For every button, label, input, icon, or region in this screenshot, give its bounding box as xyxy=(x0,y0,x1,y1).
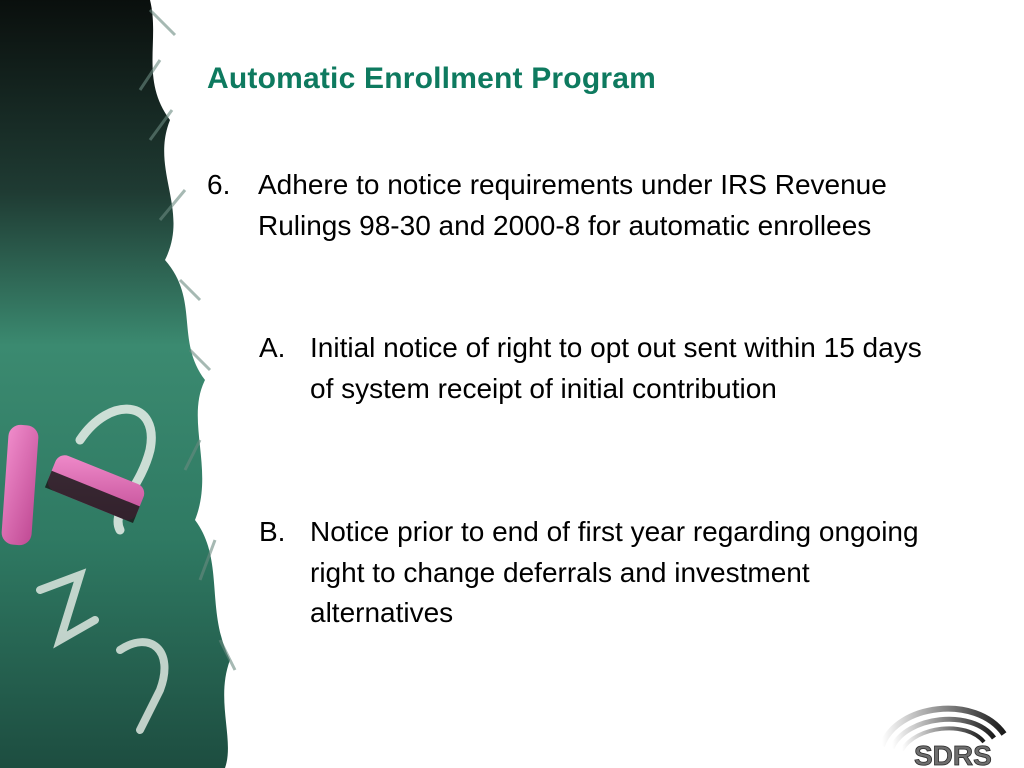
list-marker: 6. xyxy=(207,169,231,200)
chalkboard-surface xyxy=(0,0,230,768)
list-item xyxy=(207,165,907,246)
chalkboard-decoration xyxy=(0,0,240,768)
slide-title: Automatic Enrollment Program xyxy=(207,62,656,95)
logo-text: SDRS xyxy=(914,740,992,768)
list-marker: B. xyxy=(259,516,286,547)
list-item xyxy=(259,512,949,634)
list-marker: A. xyxy=(259,332,286,363)
list-item-text: Notice prior to end of first year regarding ongoing right to change deferrals and investment alternatives xyxy=(310,516,919,628)
list-item xyxy=(259,328,949,409)
list-item-text: Initial notice of right to opt out sent within 15 days of system receipt of initial contribution xyxy=(310,332,922,404)
sdrs-logo xyxy=(876,696,1022,768)
list-item-text: Adhere to notice requirements under IRS Revenue Rulings 98-30 and 2000-8 for automatic enrollees xyxy=(258,169,887,241)
